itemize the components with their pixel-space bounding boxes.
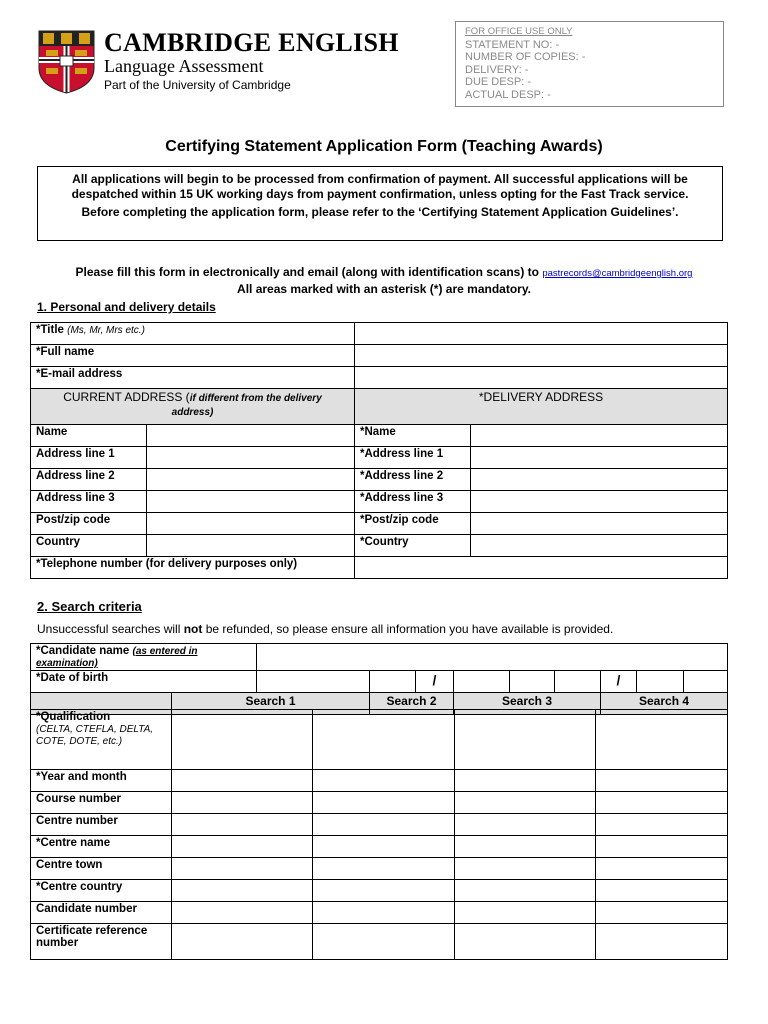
- dob-year-input-2[interactable]: [637, 671, 684, 693]
- candidate-name-input[interactable]: [257, 644, 728, 671]
- delivery-address-head: *DELIVERY ADDRESS: [478, 390, 604, 404]
- current-address-head: CURRENT ADDRESS (: [63, 390, 190, 404]
- delivery-postcode-input[interactable]: [471, 513, 728, 535]
- title-label: *Title: [36, 324, 64, 336]
- personal-details-table: [30, 322, 728, 579]
- course-number-search-3[interactable]: [455, 792, 596, 814]
- course-number-search-2[interactable]: [313, 792, 455, 814]
- cambridge-crest-logo: [38, 30, 95, 94]
- centre-town-label: Centre town: [31, 858, 172, 880]
- centre-country-search-2[interactable]: [313, 880, 455, 902]
- qualification-search-1[interactable]: [172, 710, 313, 770]
- candidate-number-search-3[interactable]: [455, 902, 596, 924]
- refund-note: [37, 622, 613, 636]
- centre-country-label: *Centre country: [31, 880, 172, 902]
- centre-town-search-3[interactable]: [455, 858, 596, 880]
- current-address1-label: Address line 1: [31, 447, 147, 469]
- candidate-number-search-1[interactable]: [172, 902, 313, 924]
- office-use-box: [455, 21, 724, 107]
- certificate-reference-search-1[interactable]: [172, 924, 313, 960]
- office-delivery: DELIVERY: -: [465, 63, 529, 76]
- delivery-address3-input[interactable]: [471, 491, 728, 513]
- centre-town-search-1[interactable]: [172, 858, 313, 880]
- qualification-hint: (CELTA, CTEFLA, DELTA, COTE, DOTE, etc.): [36, 724, 154, 747]
- current-address1-input[interactable]: [147, 447, 355, 469]
- year-month-search-3[interactable]: [455, 770, 596, 792]
- section2-heading: 2. Search criteria: [37, 599, 142, 614]
- search-3-label: Search 3: [501, 694, 553, 708]
- qualification-label: *Qualification: [36, 711, 111, 723]
- qualification-search-3[interactable]: [455, 710, 596, 770]
- certificate-reference-search-2[interactable]: [313, 924, 455, 960]
- notice-processing-text: All applications will begin to be processed from confirmation of payment. All successful applications will be despatched within 15 UK working days from payment confirmation, unless opting for the Fast Track service.: [71, 172, 689, 201]
- delivery-address2-input[interactable]: [471, 469, 728, 491]
- course-number-search-4[interactable]: [596, 792, 728, 814]
- office-use-heading: FOR OFFICE USE ONLY: [465, 26, 573, 37]
- brand-title: CAMBRIDGE ENGLISH: [104, 28, 399, 57]
- dob-day-input-2[interactable]: [370, 671, 416, 693]
- brand-subtitle: Language Assessment: [104, 56, 264, 76]
- email-input[interactable]: [355, 367, 728, 389]
- dob-separator-1: /: [416, 671, 454, 693]
- email-label: *E-mail address: [31, 367, 355, 389]
- search-criteria-table: [30, 643, 728, 715]
- centre-town-search-4[interactable]: [596, 858, 728, 880]
- instructions-line1: Please fill this form in electronically and email (along with identification scans) to: [75, 265, 539, 279]
- centre-name-search-1[interactable]: [172, 836, 313, 858]
- title-label-cell: [31, 323, 355, 345]
- processing-notice: [37, 166, 723, 241]
- email-link[interactable]: pastrecords@cambridgeenglish.org: [542, 268, 693, 279]
- current-address3-input[interactable]: [147, 491, 355, 513]
- telephone-input[interactable]: [355, 557, 728, 579]
- current-postcode-label: Post/zip code: [31, 513, 147, 535]
- candidate-number-search-4[interactable]: [596, 902, 728, 924]
- search-4-label: Search 4: [639, 694, 690, 708]
- centre-country-search-3[interactable]: [455, 880, 596, 902]
- candidate-name-label-cell: [31, 644, 257, 671]
- year-month-search-2[interactable]: [313, 770, 455, 792]
- centre-country-search-1[interactable]: [172, 880, 313, 902]
- centre-number-search-3[interactable]: [455, 814, 596, 836]
- year-month-search-1[interactable]: [172, 770, 313, 792]
- current-address2-label: Address line 2: [31, 469, 147, 491]
- year-month-search-4[interactable]: [596, 770, 728, 792]
- delivery-name-input[interactable]: [471, 425, 728, 447]
- delivery-address-header: [355, 389, 728, 425]
- current-address-tail: address): [171, 407, 214, 418]
- office-statement-no: STATEMENT NO: -: [465, 38, 560, 51]
- dob-label: *Date of birth: [31, 671, 257, 693]
- centre-name-search-2[interactable]: [313, 836, 455, 858]
- centre-name-search-3[interactable]: [455, 836, 596, 858]
- refund-note-pre: Unsuccessful searches will: [37, 622, 184, 636]
- course-number-label: Course number: [31, 792, 172, 814]
- current-country-input[interactable]: [147, 535, 355, 557]
- qualification-search-2[interactable]: [313, 710, 455, 770]
- dob-day-input[interactable]: [257, 671, 370, 693]
- current-address2-input[interactable]: [147, 469, 355, 491]
- dob-month-input[interactable]: [454, 671, 510, 693]
- office-due-desp: DUE DESP: -: [465, 76, 532, 89]
- certificate-reference-search-3[interactable]: [455, 924, 596, 960]
- delivery-postcode-label: *Post/zip code: [355, 513, 471, 535]
- title-input[interactable]: [355, 323, 728, 345]
- instructions: [0, 265, 768, 296]
- delivery-address1-label: *Address line 1: [355, 447, 471, 469]
- centre-number-search-2[interactable]: [313, 814, 455, 836]
- fullname-input[interactable]: [355, 345, 728, 367]
- current-address3-label: Address line 3: [31, 491, 147, 513]
- centre-country-search-4[interactable]: [596, 880, 728, 902]
- brand-affiliation: Part of the University of Cambridge: [104, 78, 291, 92]
- dob-separator-2: /: [601, 671, 637, 693]
- fullname-label: *Full name: [31, 345, 355, 367]
- certificate-reference-search-4[interactable]: [596, 924, 728, 960]
- delivery-name-label: *Name: [355, 425, 471, 447]
- refund-note-post: be refunded, so please ensure all information you have available is provided.: [202, 622, 614, 636]
- delivery-address3-label: *Address line 3: [355, 491, 471, 513]
- current-country-label: Country: [31, 535, 147, 557]
- delivery-address2-label: *Address line 2: [355, 469, 471, 491]
- current-name-input[interactable]: [147, 425, 355, 447]
- current-address-hint: if different from the delivery: [189, 393, 322, 404]
- current-postcode-input[interactable]: [147, 513, 355, 535]
- centre-town-search-2[interactable]: [313, 858, 455, 880]
- centre-name-search-4[interactable]: [596, 836, 728, 858]
- refund-note-bold: not: [183, 622, 203, 636]
- telephone-label: *Telephone number (for delivery purposes only): [31, 557, 355, 579]
- candidate-number-label: Candidate number: [31, 902, 172, 924]
- qualification-label-cell: [31, 710, 172, 770]
- centre-number-search-4[interactable]: [596, 814, 728, 836]
- qualification-search-4[interactable]: [596, 710, 728, 770]
- notice-guidelines-text: Before completing the application form, please refer to the ‘Certifying Statement Application Guidelines’.: [81, 205, 679, 219]
- instructions-mandatory: All areas marked with an asterisk (*) are mandatory.: [237, 281, 531, 296]
- certificate-reference-label: Certificate reference number: [31, 924, 172, 960]
- dob-month-input-2[interactable]: [510, 671, 555, 693]
- dob-year-input-3[interactable]: [684, 671, 728, 693]
- candidate-number-search-2[interactable]: [313, 902, 455, 924]
- title-hint: (Ms, Mr, Mrs etc.): [67, 325, 145, 336]
- office-actual-desp: ACTUAL DESP: -: [465, 88, 551, 101]
- office-number-of-copies: NUMBER OF COPIES: -: [465, 51, 586, 64]
- course-number-search-1[interactable]: [172, 792, 313, 814]
- centre-number-label: Centre number: [31, 814, 172, 836]
- search-grid-table: [30, 709, 728, 960]
- form-title: Certifying Statement Application Form (Teaching Awards): [165, 138, 603, 155]
- section1-heading: 1. Personal and delivery details: [37, 300, 216, 314]
- current-name-label: Name: [31, 425, 147, 447]
- centre-number-search-1[interactable]: [172, 814, 313, 836]
- dob-year-input[interactable]: [555, 671, 601, 693]
- candidate-name-label: *Candidate name: [36, 645, 130, 657]
- search-1-label: Search 1: [245, 694, 296, 708]
- delivery-country-label: *Country: [355, 535, 471, 557]
- search-2-label: Search 2: [386, 694, 437, 708]
- delivery-country-input[interactable]: [471, 535, 728, 557]
- current-address-header: [31, 389, 355, 425]
- year-month-label: *Year and month: [31, 770, 172, 792]
- candidate-name-hint: (as entered in examination): [36, 646, 198, 669]
- delivery-address1-input[interactable]: [471, 447, 728, 469]
- centre-name-label: *Centre name: [31, 836, 172, 858]
